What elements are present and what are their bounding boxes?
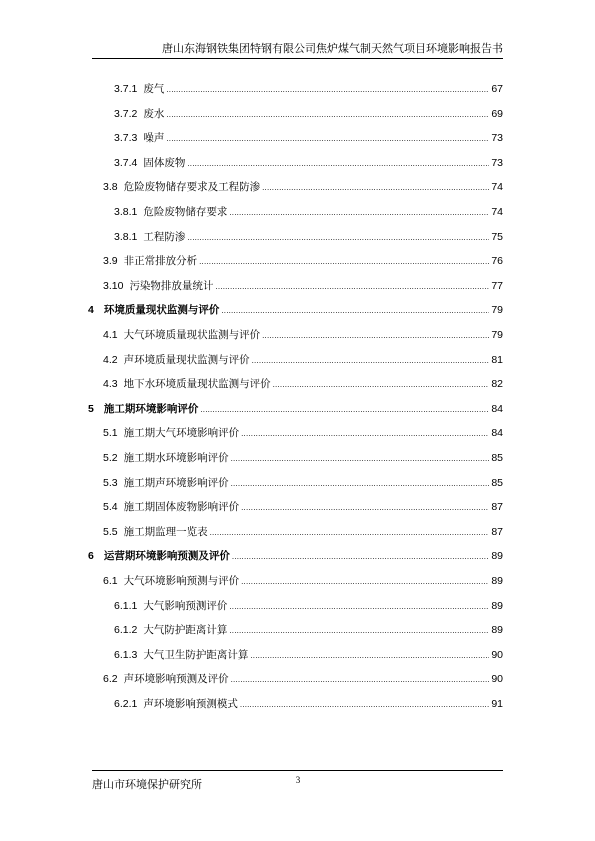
toc-entry-number: 4	[88, 304, 94, 317]
toc-entry-number: 6.2	[103, 673, 118, 686]
toc-entry-page: 69	[491, 107, 503, 120]
toc-dot-leader	[240, 698, 489, 712]
toc-entry	[103, 353, 503, 368]
toc-entry-title: 运营期环境影响预测及评价	[103, 550, 230, 563]
toc-entry	[114, 648, 503, 663]
toc-entry	[103, 377, 503, 392]
toc-dot-leader	[262, 329, 489, 343]
toc-entry	[103, 451, 503, 466]
toc-entry-number: 3.7.3	[114, 132, 138, 145]
toc-dot-leader	[221, 304, 489, 318]
toc-entry	[88, 402, 503, 417]
toc-entry	[103, 254, 503, 269]
toc-dot-leader	[232, 550, 489, 564]
toc-entry	[103, 180, 503, 195]
toc-entry	[114, 131, 503, 146]
toc-entry-page: 85	[491, 476, 503, 489]
toc-entry-page: 91	[491, 698, 503, 710]
toc-entry-number: 6.1.1	[114, 599, 138, 612]
footer-page-number: 3	[295, 775, 301, 785]
toc-entry-number: 3.7.1	[114, 83, 138, 95]
toc-entry-title: 声环境质量现状监测与评价	[123, 353, 250, 366]
toc-entry	[103, 328, 503, 343]
toc-entry-number: 5.4	[103, 501, 118, 514]
toc-dot-leader	[231, 673, 490, 687]
toc-entry-title: 声环境影响预测及评价	[123, 673, 229, 686]
toc-entry-page: 73	[491, 156, 503, 169]
toc-entry-number: 3.8.1	[114, 206, 138, 218]
toc-entry-title: 废气	[143, 83, 165, 95]
toc-entry-number: 5.1	[103, 427, 118, 440]
toc-entry-title: 大气卫生防护距离计算	[143, 648, 249, 661]
toc-entry-title: 施工期大气环境影响评价	[123, 427, 240, 440]
toc-dot-leader	[166, 132, 489, 146]
toc-dot-leader	[273, 378, 490, 392]
toc-entry-page: 75	[491, 230, 503, 243]
toc-entry-number: 4.1	[103, 329, 118, 341]
toc-entry-number: 3.7.4	[114, 156, 138, 169]
toc-entry-page: 85	[491, 452, 503, 464]
toc-entry	[103, 574, 503, 589]
toc-entry-number: 5.3	[103, 476, 118, 489]
toc-entry-page: 67	[491, 83, 503, 95]
toc-entry-number: 6.1.2	[114, 624, 138, 637]
toc-entry-title: 声环境影响预测模式	[143, 698, 238, 710]
toc-entry-page: 82	[491, 378, 503, 391]
toc-entry-title: 大气防护距离计算	[143, 624, 228, 637]
toc-entry	[103, 476, 503, 491]
footer-divider	[92, 770, 503, 771]
toc-entry-page: 87	[491, 525, 503, 538]
toc-entry-page: 79	[491, 304, 503, 317]
toc-dot-leader	[199, 255, 489, 269]
toc-entry-page: 74	[491, 206, 503, 218]
toc-entry-title: 施工期水环境影响评价	[123, 452, 229, 464]
toc-entry-title: 环境质量现状监测与评价	[103, 304, 220, 317]
toc-entry-number: 4.3	[103, 378, 118, 391]
toc-dot-leader	[229, 624, 489, 638]
toc-entry-number: 3.7.2	[114, 107, 138, 120]
running-header: 唐山东海钢铁集团特钢有限公司焦炉煤气制天然气项目环境影响报告书	[162, 42, 503, 55]
toc-entry-title: 危险废物储存要求	[143, 206, 228, 218]
toc-entry	[88, 303, 503, 318]
toc-entry-title: 噪声	[143, 132, 165, 145]
toc-entry-number: 6	[88, 550, 94, 563]
toc-dot-leader	[252, 354, 490, 368]
toc-entry-title: 固体废物	[143, 156, 186, 169]
toc-entry-page: 89	[491, 599, 503, 612]
toc-entry-page: 74	[491, 181, 503, 194]
toc-entry-page: 90	[491, 673, 503, 686]
toc-entry	[103, 525, 503, 540]
toc-entry-number: 5.2	[103, 452, 118, 464]
toc-entry-title: 污染物排放量统计	[129, 279, 214, 292]
toc-dot-leader	[187, 231, 489, 245]
toc-entry-page: 73	[491, 132, 503, 145]
toc-entry	[114, 205, 503, 220]
toc-entry-title: 工程防渗	[143, 230, 186, 243]
toc-entry-number: 4.2	[103, 353, 118, 366]
toc-entry-number: 6.1	[103, 575, 118, 587]
toc-entry-title: 大气环境影响预测与评价	[123, 575, 240, 587]
toc-dot-leader	[250, 649, 489, 663]
toc-entry-page: 84	[491, 427, 503, 440]
toc-entry	[114, 623, 503, 638]
toc-entry-number: 3.8	[103, 181, 118, 194]
toc-entry	[114, 230, 503, 245]
toc-entry	[114, 599, 503, 614]
toc-dot-leader	[231, 477, 490, 491]
toc-dot-leader	[262, 181, 489, 195]
toc-entry-title: 大气环境质量现状监测与评价	[123, 329, 261, 341]
toc-entry-title: 非正常排放分析	[123, 255, 198, 268]
toc-dot-leader	[187, 157, 489, 171]
toc-entry	[114, 697, 503, 712]
toc-entry-page: 90	[491, 648, 503, 661]
toc-dot-leader	[241, 427, 489, 441]
toc-entry-number: 6.2.1	[114, 698, 138, 710]
toc-dot-leader	[241, 575, 489, 589]
toc-entry-title: 施工期声环境影响评价	[123, 476, 229, 489]
toc-entry-page: 87	[491, 501, 503, 514]
toc-entry	[103, 426, 503, 441]
toc-entry-number: 3.10	[103, 279, 124, 292]
toc-entry-page: 79	[491, 329, 503, 341]
toc-entry-number: 3.9	[103, 255, 118, 268]
toc-entry-title: 大气影响预测评价	[143, 599, 228, 612]
toc-entry-title: 施工期固体废物影响评价	[123, 501, 240, 514]
toc-dot-leader	[229, 600, 489, 614]
toc-entry	[103, 279, 503, 294]
toc-entry	[88, 549, 503, 564]
toc-dot-leader	[210, 526, 490, 540]
toc-entry-page: 89	[491, 550, 503, 563]
footer-organization: 唐山市环境保护研究所	[92, 778, 202, 791]
toc-dot-leader	[200, 403, 489, 417]
toc-entry-title: 施工期监理一览表	[123, 525, 208, 538]
toc-dot-leader	[231, 452, 490, 466]
toc-entry	[103, 500, 503, 515]
toc-entry	[114, 107, 503, 122]
toc-entry-title: 危险废物储存要求及工程防渗	[123, 181, 261, 194]
toc-dot-leader	[215, 280, 489, 294]
toc-entry-page: 89	[491, 575, 503, 587]
toc-entry-number: 3.8.1	[114, 230, 138, 243]
toc-entry	[114, 156, 503, 171]
toc-entry	[114, 82, 503, 97]
toc-entry-page: 76	[491, 255, 503, 268]
toc-entry	[103, 672, 503, 687]
toc-entry-page: 89	[491, 624, 503, 637]
toc-entry-number: 6.1.3	[114, 648, 138, 661]
toc-entry-title: 废水	[143, 107, 165, 120]
toc-entry-title: 施工期环境影响评价	[103, 402, 199, 415]
toc-dot-leader	[229, 206, 489, 220]
toc-dot-leader	[166, 108, 489, 122]
toc-entry-page: 84	[491, 402, 503, 415]
toc-dot-leader	[241, 501, 489, 515]
toc-entry-number: 5	[88, 402, 94, 415]
toc-entry-page: 77	[491, 279, 503, 292]
toc-entry-page: 81	[491, 353, 503, 366]
toc-dot-leader	[166, 83, 489, 97]
toc-entry-title: 地下水环境质量现状监测与评价	[123, 378, 271, 391]
toc-entry-number: 5.5	[103, 525, 118, 538]
